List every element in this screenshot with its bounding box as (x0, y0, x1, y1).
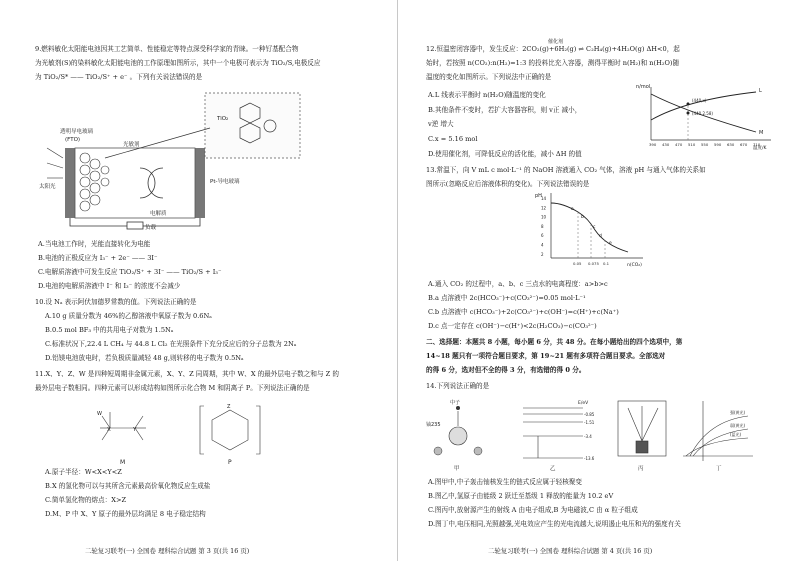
q12-point-2 (687, 112, 690, 115)
q10-option-d: D.铝镁电池放电时，若负极质量减轻 48 g,则转移的电子数为 0.5Nₐ (45, 354, 244, 362)
label-e3: -1.51 (584, 420, 595, 425)
q12-chart (636, 82, 776, 152)
q13-x-tick: 0.075 (588, 261, 599, 266)
q12-stem-2: 始时，若按照 n(CO₂):n(H₂)=1:3 的投料比充入容器，测得平衡时 n(H₂)和 n(H₂O)随 (426, 59, 680, 67)
label-y: Y (133, 427, 137, 433)
q12-x-tick: 430 (662, 142, 670, 147)
fig-label-electrolyte: 电解质 (150, 211, 167, 217)
q10-stem: 10.设 Nₐ 表示阿伏加德罗常数的值。下列说法正确的是 (35, 298, 197, 306)
q12-x-tick: 510 (688, 142, 696, 147)
q12-label-l: L (759, 88, 762, 94)
tio2-particles (80, 153, 109, 211)
q11-option-d: D.M、P 中 X、Y 原子的最外层均满足 8 电子稳定结构 (45, 510, 206, 518)
left-footer: 二轮复习联考(一) 全国卷 理科综合试题 第 3 页(共 16 页) (85, 547, 250, 555)
label-u235: 铀235 (426, 422, 441, 428)
q12-option-c: C.x = 5.16 mol (428, 135, 478, 143)
right-footer: 二轮复习联考(一) 全国卷 理科综合试题 第 4 页(共 16 页) (488, 547, 653, 555)
q14-option-a: A.图甲中,中子轰击铀核发生的链式反应属于轻核聚变 (428, 478, 583, 486)
q13-point-a: a (571, 207, 574, 212)
q9-solar-cell-figure (39, 88, 315, 231)
label-weak-yellow: 弱(黄光) (730, 423, 746, 428)
q9-option-b: B.电池的正极反应为 I₃⁻ + 2e⁻ —— 3I⁻ (38, 254, 158, 262)
q13-ph-curve (551, 203, 628, 252)
label-bing: 丙 (638, 466, 644, 472)
q13-option-c: C.b 点溶液中 c(HCO₃⁻)+2c(CO₃²⁻)+c(OH⁻)=c(H⁺)+c(Na⁺) (428, 308, 619, 316)
label-blue: (蓝光) (730, 432, 742, 437)
q13-y-tick: 10 (541, 214, 547, 220)
fig-label-fto: (FTO) (65, 137, 81, 143)
label-e4: -0.85 (584, 412, 595, 417)
fig-yi-energy-levels (523, 408, 583, 458)
section-2-line-1: 二、选择题：本题共 8 小题，每小题 6 分，共 48 分。在每小题给出的四个选项中，第 (426, 338, 683, 346)
section-2-line-3: 的得 6 分，选对但不全的得 3 分，有选错的得 0 分。 (426, 366, 586, 374)
label-p: P (228, 459, 232, 466)
q12-point-2-label: (440,2.58) (692, 111, 713, 116)
q11-stem-1: 11.X、Y、Z、W 是四种短周期非金属元素，X、Y、Z 同周期，其中 W、X 的最外层电子数之和与 Z 的 (35, 370, 339, 378)
q13-point-b: b (581, 215, 584, 220)
fig-label-tio2: TiO₂ (217, 116, 229, 122)
q12-x-tick: 550 (701, 142, 709, 147)
q12-x-tick: 670 (740, 142, 748, 147)
q10-option-c: C.标准状况下,22.4 L CH₄ 与 44.8 L Cl₂ 在光照条件下充分反应后的分子总数为 2Nₐ (45, 340, 297, 348)
q12-x-label: 温度/K (753, 146, 767, 151)
pt-electrode (195, 148, 205, 218)
q12-x-tick: 390 (649, 142, 657, 147)
label-ding: 丁 (716, 466, 722, 472)
q13-y-tick: 14 (541, 196, 547, 201)
q12-x-tick: 470 (675, 142, 683, 147)
q13-x-tick: 0.1 (603, 261, 610, 266)
fig-jia-fission (426, 399, 482, 472)
q9-option-d: D.电池的电解质溶液中 I⁻ 和 I₃⁻ 的浓度不会减少 (38, 282, 181, 290)
q11-structure-figure (80, 398, 320, 466)
q12-stem-3: 温度的变化如图所示。下列说法中正确的是 (426, 73, 552, 81)
q13-y-tick: 8 (541, 223, 544, 229)
q11-option-a: A.原子半径：W<X<Y<Z (45, 468, 122, 476)
fig-label-sensitizer: 光敏剂 (123, 142, 140, 148)
q14-option-d: D.图丁中,电压相同,光照越强,光电效应产生的光电流越大,说明遏止电压和光的强度有关 (428, 520, 681, 528)
q12-option-b-cont: v逆 增大 (428, 120, 454, 128)
label-e2: -3.4 (584, 434, 592, 439)
q13-point-e: e (609, 241, 612, 246)
q11-option-b: B.X 的氢化物可以与其所含元素最高价氧化物反应生成盐 (45, 482, 211, 490)
q9-option-c: C.电解质溶液中可发生反应 TiO₂/S⁺ + 3I⁻ —— TiO₂/S + I₃⁻ (38, 268, 222, 276)
q10-option-b: B.0.5 mol BF₃ 中的共用电子对数为 1.5Nₐ (45, 326, 174, 334)
q13-y-tick: 2 (541, 251, 544, 257)
q12-point-1 (687, 103, 690, 106)
label-m: M (120, 459, 126, 466)
q12-x-tick: 710 (753, 142, 761, 147)
q13-x-tick: 0.05 (573, 261, 582, 266)
q13-y-tick: 12 (541, 205, 547, 211)
label-jia: 甲 (454, 466, 460, 472)
q12-option-b: B.其他条件不变时，若扩大容器容积，则 v正 减小， (428, 106, 582, 114)
q10-option-a: A.10 g 质量分数为 46%的乙醇溶液中氧原子数为 0.6Nₐ (45, 312, 212, 320)
right-page (397, 0, 794, 561)
dye-molecule-inset (205, 93, 300, 158)
q12-x-tick: 630 (727, 142, 735, 147)
q12-x-tick: 590 (714, 142, 722, 147)
fto-electrode (65, 148, 75, 218)
label-strong-yellow: 强(黄光) (730, 410, 746, 415)
fig-bing-radiation (618, 401, 666, 456)
q14-figures (428, 396, 758, 472)
q12-stem-1: 12.恒温密闭容器中，发生反应：2CO₂(g)+6H₂(g) ⇌ C₂H₄(g)+4H₂O(g) ΔH<0，起 (426, 45, 680, 53)
label-x: X (107, 427, 111, 433)
fig-label-pt-glass: Pt-导电玻璃 (210, 179, 240, 185)
fig-label-load: 负载 (145, 225, 157, 231)
q9-option-a: A.当电池工作时，光能直接转化为电能 (38, 240, 151, 248)
label-e-ev: E/eV (578, 401, 589, 406)
q14-option-c: C.图丙中,放射源产生的射线 A 由电子组成,B 为电磁波,C 由 α 粒子组成 (428, 506, 638, 514)
q13-stem-1: 13.常温下，向 V mL c mol·L⁻¹ 的 NaOH 溶液通入 CO₂ 气体，溶液 pH 与通入气体的关系如 (426, 166, 706, 174)
fig-label-sunlight: 太阳光 (39, 184, 56, 190)
q13-y-label: pH (535, 193, 542, 199)
load-resistor (127, 222, 143, 229)
q14-option-b: B.图乙中,氢原子由能级 2 跃迁至基级 1 释放的能量为 10.2 eV (428, 492, 614, 500)
q13-point-c: c (593, 225, 596, 230)
q13-stem-2: 图所示(忽略反应后溶液体积的变化)。下列说法错误的是 (426, 180, 590, 188)
q12-option-a: A.L 线表示平衡时 n(H₂O)随温度的变化 (428, 91, 546, 99)
label-neutron: 中子 (450, 400, 461, 406)
q9-stem-3: 为 TiO₂/S* —— TiO₂/S⁺ + e⁻ 。下列有关说法错误的是 (35, 73, 203, 81)
fig-label-fto-glass: 透明导电玻璃 (60, 129, 94, 135)
q9-stem-1: 9.燃料敏化太阳能电池因其工艺简单、性能稳定等特点深受科学家的青睐。一种钌基配合物 (35, 45, 299, 53)
q12-y-label: n/mol (636, 84, 651, 90)
q13-chart (533, 190, 653, 270)
q9-stem-2: 为光敏剂(S)的染料敏化太阳能电池的工作原理如图所示，其中一个电极可表示为 TiO₂/S,电极反应 (35, 59, 321, 67)
q13-option-a: A.通入 CO₂ 的过程中，a、b、c 三点水的电离程度：a>b>c (428, 280, 608, 288)
q14-stem: 14.下列说法正确的是 (426, 382, 490, 390)
q13-point-d: d (599, 234, 602, 239)
q12-option-d: D.使用催化剂，可降低反应的活化能，减小 ΔH 的值 (428, 150, 582, 158)
label-w: W (97, 411, 102, 417)
q13-y-tick: 6 (541, 233, 544, 239)
q13-option-d: D.c 点一定存在 c(OH⁻)−c(H⁺)<2c(H₂CO₃)−c(CO₃²⁻) (428, 322, 597, 330)
q13-x-label: n(CO₂) (627, 263, 642, 268)
label-z: Z (227, 404, 231, 410)
q11-option-c: C.简单氢化物的熔点：X>Z (45, 496, 127, 504)
q12-point-1-label: (440,x) (692, 98, 707, 103)
q12-condition: 催化剂 (548, 39, 564, 45)
label-e1: -13.6 (584, 456, 595, 461)
section-2-line-2: 14~18 题只有一项符合题目要求，第 19~21 题有多项符合题目要求。全部选对 (426, 352, 666, 360)
q12-label-m: M (759, 130, 764, 136)
q13-option-b: B.a 点溶液中 2c(HCO₃⁻)+c(CO₃²⁻)=0.05 mol·L⁻¹ (428, 294, 586, 302)
q11-stem-2: 最外层电子数相同。四种元素可以形成结构如图所示化合物 M 和阴离子 P。下列说法正确的是 (35, 384, 310, 392)
label-yi: 乙 (550, 466, 556, 472)
q13-y-tick: 4 (541, 242, 544, 248)
